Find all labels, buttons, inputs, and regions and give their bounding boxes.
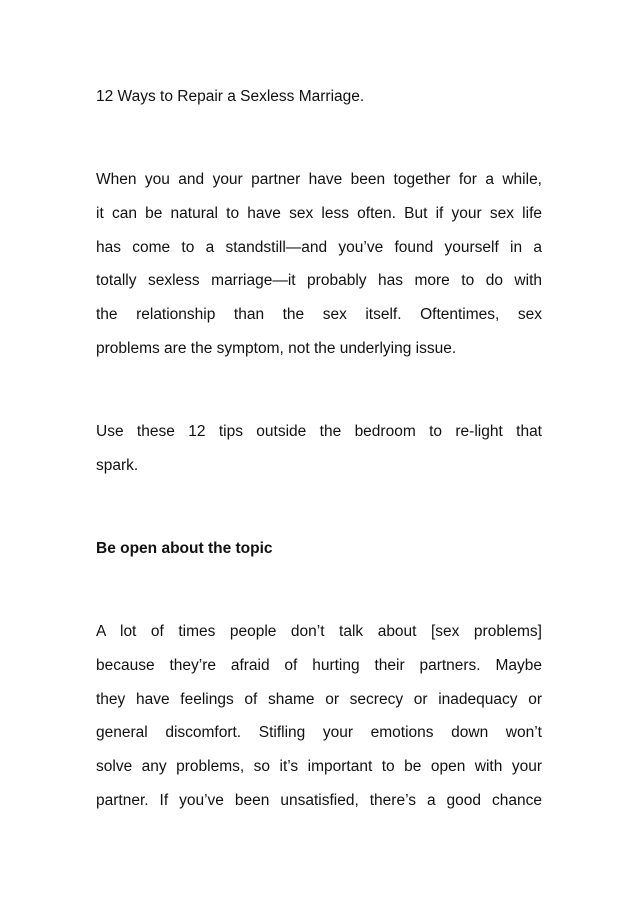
intro-line-6: problems are the symptom, not the underlying issue. [96,340,457,357]
section-line-5: solve any problems, so it’s important to be open with your [96,758,542,775]
section-heading: Be open about the topic [96,540,273,557]
section-line-2: because they’re afraid of hurting their partners. Maybe [96,657,542,674]
tips-line-1: Use these 12 tips outside the bedroom to re-light that [96,423,542,440]
intro-line-4: totally sexless marriage—it probably has more to do with [96,272,542,289]
section-line-4: general discomfort. Stifling your emotions down won’t [96,724,542,741]
intro-line-1: When you and your partner have been together for a while, [96,171,542,188]
section-line-6: partner. If you’ve been unsatisfied, there’s a good chance [96,792,542,809]
section-line-3: they have feelings of shame or secrecy or inadequacy or [96,691,542,708]
intro-line-2: it can be natural to have sex less often. But if your sex life [96,205,542,222]
section-line-1: A lot of times people don’t talk about [sex problems] [96,623,542,640]
tips-line-2: spark. [96,457,139,474]
intro-line-3: has come to a standstill—and you’ve found yourself in a [96,239,542,256]
document-title: 12 Ways to Repair a Sexless Marriage. [96,88,365,105]
intro-line-5: the relationship than the sex itself. Oftentimes, sex [96,306,542,323]
